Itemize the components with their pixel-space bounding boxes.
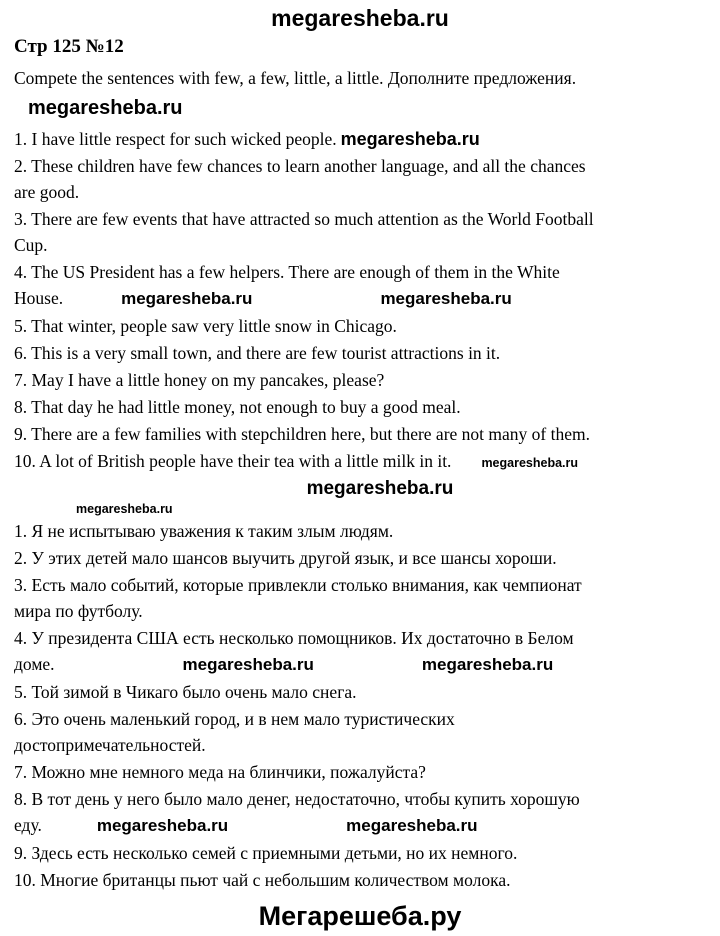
site-watermark: megaresheba.ru — [380, 289, 512, 308]
site-watermark: megaresheba.ru — [121, 289, 253, 308]
text-line: 6. This is a very small town, and there are few tourist attractions in it. — [14, 343, 501, 363]
text-line — [14, 126, 706, 152]
english-item — [14, 126, 706, 152]
russian-item — [14, 545, 706, 571]
russian-item — [14, 759, 706, 785]
text-line: 7. May I have a little honey on my pancakes, please? — [14, 370, 385, 390]
text-line: 9. There are a few families with stepchildren here, but there are not many of them. — [14, 424, 590, 444]
site-watermark: megaresheba.ru — [182, 655, 314, 674]
russian-item — [14, 518, 706, 544]
text-line — [14, 651, 706, 678]
english-item — [14, 421, 706, 447]
russian-item — [14, 572, 706, 624]
english-item — [14, 153, 706, 205]
text-line: 9. Здесь есть несколько семей с приемными детьми, но их немного. — [14, 843, 518, 863]
text-line: 4. У президента США есть несколько помощников. Их достаточно в Белом — [14, 628, 574, 648]
russian-item — [14, 625, 706, 678]
russian-item — [14, 786, 706, 839]
text-line: мира по футболу. — [14, 601, 143, 621]
english-answers — [14, 126, 706, 476]
text-line: 7. Можно мне немного меда на блинчики, пожалуйста? — [14, 762, 426, 782]
sentence-text: 10. A lot of British people have their tea with a little milk in it. — [14, 451, 452, 471]
page-title: Стр 125 №12 — [14, 36, 124, 57]
text-line — [14, 285, 706, 312]
text-line: 3. Есть мало событий, которые привлекли столько внимания, как чемпионат — [14, 575, 582, 595]
text-line: 8. That day he had little money, not enough to buy a good meal. — [14, 397, 461, 417]
text-line: 5. That winter, people saw very little snow in Chicago. — [14, 316, 397, 336]
text-line: 1. Я не испытываю уважения к таким злым людям. — [14, 521, 394, 541]
english-item — [14, 313, 706, 339]
text-line: 5. Той зимой в Чикаго было очень мало снега. — [14, 682, 357, 702]
text-line: 2. These children have few chances to learn another language, and all the chances — [14, 156, 586, 176]
text-line: достопримечательностей. — [14, 735, 206, 755]
sentence-text: 1. I have little respect for such wicked people. — [14, 129, 337, 149]
text-line: 2. У этих детей мало шансов выучить другой язык, и все шансы хороши. — [14, 548, 557, 568]
site-watermark: megaresheba.ru — [346, 816, 478, 835]
russian-item — [14, 867, 706, 893]
english-item — [14, 394, 706, 420]
site-watermark: megaresheba.ru — [76, 502, 173, 516]
english-item — [14, 340, 706, 366]
text-line: Cup. — [14, 235, 48, 255]
russian-item — [14, 679, 706, 705]
text-line: 3. There are few events that have attracted so much attention as the World Football — [14, 209, 594, 229]
text-line — [14, 812, 706, 839]
text-line: 8. В тот день у него было мало денег, недостаточно, чтобы купить хорошую — [14, 789, 580, 809]
russian-translations — [14, 518, 706, 893]
site-watermark-footer: Мегарешеба.ру — [258, 901, 462, 931]
english-item — [14, 448, 706, 476]
text-line: 6. Это очень маленький город, и в нем мало туристических — [14, 709, 455, 729]
text-line — [14, 448, 706, 476]
site-watermark: megaresheba.ru — [96, 816, 229, 835]
site-watermark: megaresheba.ru — [421, 655, 554, 674]
russian-item — [14, 706, 706, 758]
english-item — [14, 367, 706, 393]
text-line: are good. — [14, 182, 80, 202]
sentence-text: доме. — [14, 654, 55, 674]
site-watermark: megaresheba.ru — [481, 456, 579, 470]
text-line: 4. The US President has a few helpers. There are enough of them in the White — [14, 262, 560, 282]
site-watermark: megaresheba.ru — [306, 478, 454, 499]
sentence-text: House. — [14, 288, 64, 308]
english-item — [14, 206, 706, 258]
site-watermark: megaresheba.ru — [340, 129, 480, 149]
text-line: 10. Многие британцы пьют чай с небольшим количеством молока. — [14, 870, 511, 890]
site-watermark: megaresheba.ru — [28, 97, 183, 119]
sentence-text: еду. — [14, 815, 42, 835]
task-text: Compete the sentences with few, a few, little, a little. Дополните предложения. — [14, 68, 577, 88]
english-item — [14, 259, 706, 312]
russian-item — [14, 840, 706, 866]
site-watermark-header: megaresheba.ru — [271, 5, 449, 31]
